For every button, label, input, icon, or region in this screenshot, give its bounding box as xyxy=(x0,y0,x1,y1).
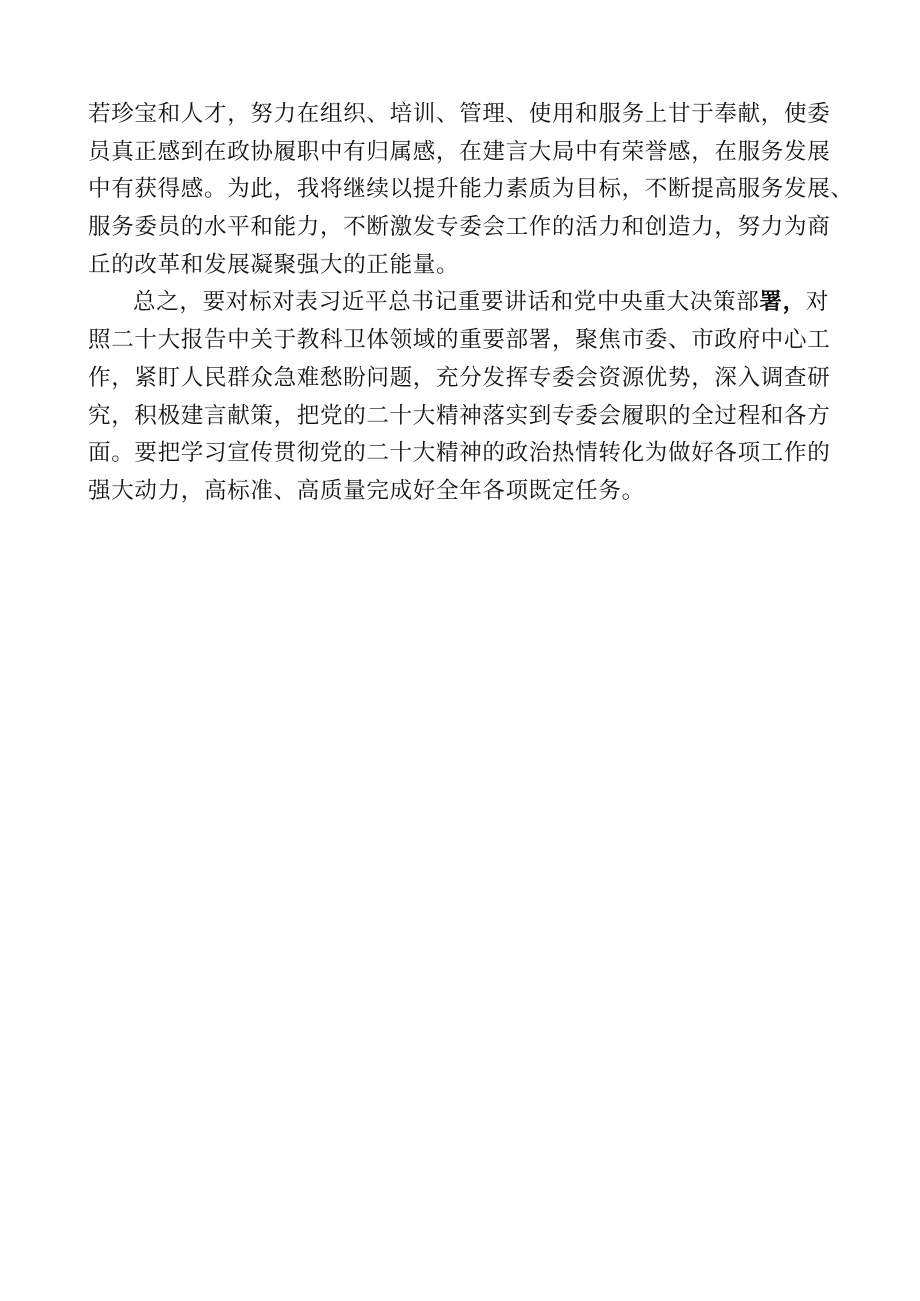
text-line: 照二十大报告中关于教科卫体领域的重要部署，聚焦市委、市政府中心工 xyxy=(88,327,831,354)
bold-text-run: 署， xyxy=(759,289,806,316)
text-line: 强大动力，高标准、高质量完成好全年各项既定任务。 xyxy=(88,477,645,504)
text-line: 丘的改革和发展凝聚强大的正能量。 xyxy=(88,251,460,278)
text-line: 中有获得感。为此，我将继续以提升能力素质为目标，不断提高服务发展、 xyxy=(88,176,854,203)
text-line: 服务委员的水平和能力，不断激发专委会工作的活力和创造力，努力为商 xyxy=(88,214,831,241)
text-line: 员真正感到在政协履职中有归属感，在建言大局中有荣誉感，在服务发展 xyxy=(88,138,831,165)
text-line: 作，紧盯人民群众急难愁盼问题，充分发挥专委会资源优势，深入调查研 xyxy=(88,364,831,391)
text-line: 若珍宝和人才，努力在组织、培训、管理、使用和服务上甘于奉献，使委 xyxy=(88,101,831,127)
body-text xyxy=(88,96,854,511)
paragraph-1 xyxy=(88,96,854,284)
text-run: 总之，要对标对表习近平总书记重要讲话和党中央重大决策部 xyxy=(133,289,760,316)
text-line: 究，积极建言献策，把党的二十大精神落实到专委会履职的全过程和各方 xyxy=(88,402,831,429)
text-line: 面。要把学习宣传贯彻党的二十大精神的政治热情转化为做好各项工作的 xyxy=(88,440,831,467)
text-run: 对 xyxy=(805,289,830,316)
paragraph-first-line xyxy=(88,284,838,322)
paragraph-2 xyxy=(88,284,838,510)
